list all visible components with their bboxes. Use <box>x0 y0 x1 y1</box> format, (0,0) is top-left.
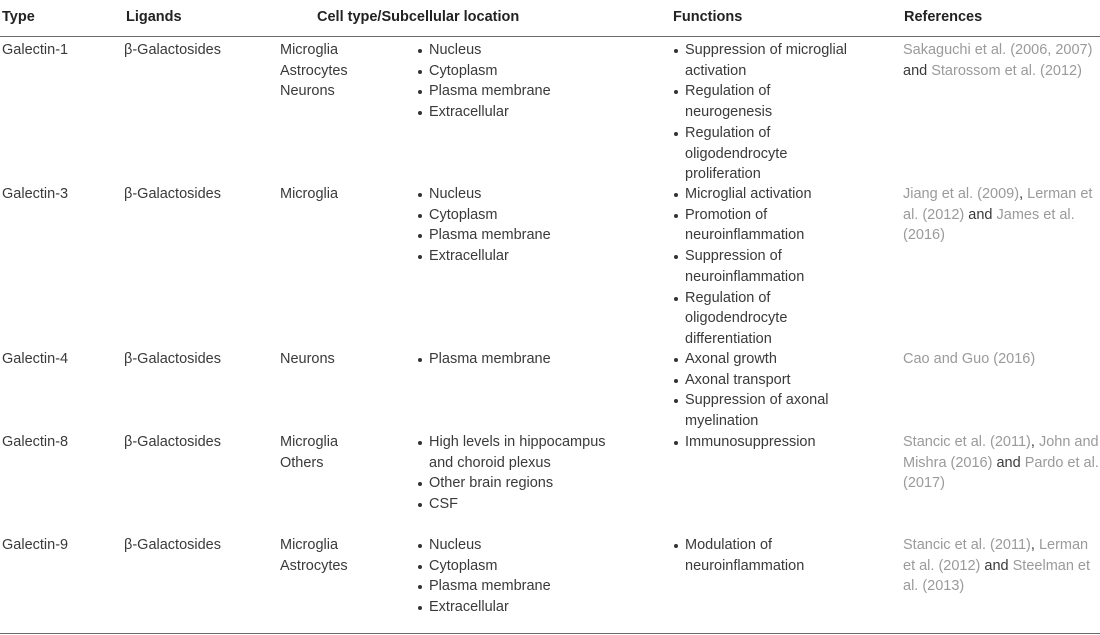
cell-type-item: Astrocytes <box>280 62 348 79</box>
ligand-cell: β-Galactosides <box>124 42 221 58</box>
location-list <box>417 184 617 267</box>
ligand-cell: β-Galactosides <box>124 186 221 202</box>
cell-type-list <box>280 535 410 576</box>
reference-link[interactable]: Lerman et al. (2012) <box>903 186 1093 223</box>
function-list <box>673 432 848 453</box>
location-item: Cytoplasm <box>417 556 617 577</box>
location-item: Plasma membrane <box>417 576 617 597</box>
function-item: Axonal transport <box>673 370 848 391</box>
reference-connector: , <box>1030 434 1039 450</box>
references-cell <box>903 184 1100 246</box>
cell-type-item: Neurons <box>280 351 335 367</box>
function-item: Regulation of oligodendrocyte differentiation <box>673 288 848 350</box>
location-item: Other brain regions <box>417 473 617 494</box>
table-header <box>0 0 1100 37</box>
location-item: Extracellular <box>417 246 617 267</box>
type-cell: Galectin-1 <box>2 42 69 58</box>
location-item: Extracellular <box>417 597 617 618</box>
location-list <box>417 535 617 618</box>
ligand-cell: β-Galactosides <box>124 351 221 367</box>
location-item: CSF <box>417 494 617 515</box>
header-cell-type: Cell type/Subcellular location <box>317 9 520 25</box>
reference-connector: , <box>1019 186 1028 202</box>
reference-link[interactable]: Sakaguchi et al. (2006, 2007) <box>903 42 1093 58</box>
function-item: Immunosuppression <box>673 432 848 453</box>
reference-link[interactable]: John and Mishra (2016) <box>903 434 1099 471</box>
header-functions: Functions <box>673 9 743 25</box>
type-cell: Galectin-3 <box>2 186 69 202</box>
function-item: Suppression of microglial activation <box>673 40 848 81</box>
reference-link[interactable]: Starossom et al. (2012) <box>931 62 1082 79</box>
function-list <box>673 184 848 350</box>
location-list <box>417 40 617 123</box>
location-item: Extracellular <box>417 102 617 123</box>
reference-connector: and <box>903 62 932 79</box>
header-type: Type <box>2 9 35 25</box>
cell-type-item: Microglia <box>280 186 339 202</box>
location-item: Cytoplasm <box>417 205 617 226</box>
location-item: Nucleus <box>417 535 617 556</box>
function-item: Axonal growth <box>673 349 848 370</box>
function-list <box>673 349 848 432</box>
reference-link[interactable]: Lerman et al. (2012) <box>903 537 1089 574</box>
reference-link[interactable]: Pardo et al. (2017) <box>903 454 1099 492</box>
function-item: Suppression of neuroinflammation <box>673 246 848 287</box>
references-cell <box>903 535 1100 597</box>
cell-type-item: Microglia <box>280 42 339 58</box>
references-cell <box>903 40 1100 81</box>
cell-type-item: Microglia <box>280 537 339 553</box>
header-references: References <box>904 9 983 25</box>
location-list <box>417 349 617 370</box>
reference-link[interactable]: Steelman et al. (2013) <box>903 557 1091 595</box>
ligand-cell: β-Galactosides <box>124 537 221 553</box>
reference-link[interactable]: Stancic et al. (2011) <box>903 434 1031 450</box>
location-list <box>417 432 617 515</box>
cell-type-item: Others <box>280 454 324 471</box>
reference-connector: , <box>1030 537 1039 553</box>
reference-link[interactable]: Stancic et al. (2011) <box>903 537 1031 553</box>
ligand-cell: β-Galactosides <box>124 434 221 450</box>
references-cell <box>903 432 1100 494</box>
function-item: Regulation of neurogenesis <box>673 81 848 122</box>
cell-type-item: Neurons <box>280 83 335 100</box>
location-item: High levels in hippocampus and choroid plexus <box>417 432 617 473</box>
function-item: Regulation of oligodendrocyte proliferation <box>673 123 848 185</box>
location-item: Nucleus <box>417 40 617 61</box>
function-list <box>673 40 848 185</box>
function-item: Microglial activation <box>673 184 848 205</box>
location-item: Plasma membrane <box>417 81 617 102</box>
function-item: Suppression of axonal myelination <box>673 390 848 431</box>
reference-link[interactable]: Cao and Guo (2016) <box>903 351 1036 367</box>
cell-type-list <box>280 40 410 102</box>
header-ligands: Ligands <box>126 9 182 25</box>
references-cell <box>903 349 1100 370</box>
type-cell: Galectin-4 <box>2 351 69 367</box>
reference-link[interactable]: Jiang et al. (2009) <box>903 186 1020 202</box>
location-item: Nucleus <box>417 184 617 205</box>
cell-type-list <box>280 432 410 473</box>
function-list <box>673 535 848 576</box>
type-cell: Galectin-8 <box>2 434 69 450</box>
cell-type-list <box>280 349 410 370</box>
function-item: Modulation of neuroinflammation <box>673 535 848 576</box>
location-item: Cytoplasm <box>417 61 617 82</box>
cell-type-list <box>280 184 410 205</box>
reference-connector: and <box>964 206 997 223</box>
location-item: Plasma membrane <box>417 349 617 370</box>
location-item: Plasma membrane <box>417 225 617 246</box>
cell-type-item: Astrocytes <box>280 557 348 574</box>
reference-link[interactable]: James et al. (2016) <box>903 206 1075 244</box>
reference-connector: and <box>992 454 1025 471</box>
type-cell: Galectin-9 <box>2 537 69 553</box>
function-item: Promotion of neuroinflammation <box>673 205 848 246</box>
cell-type-item: Microglia <box>280 434 339 450</box>
table-bottom-rule <box>0 633 1100 634</box>
reference-connector: and <box>980 557 1013 574</box>
